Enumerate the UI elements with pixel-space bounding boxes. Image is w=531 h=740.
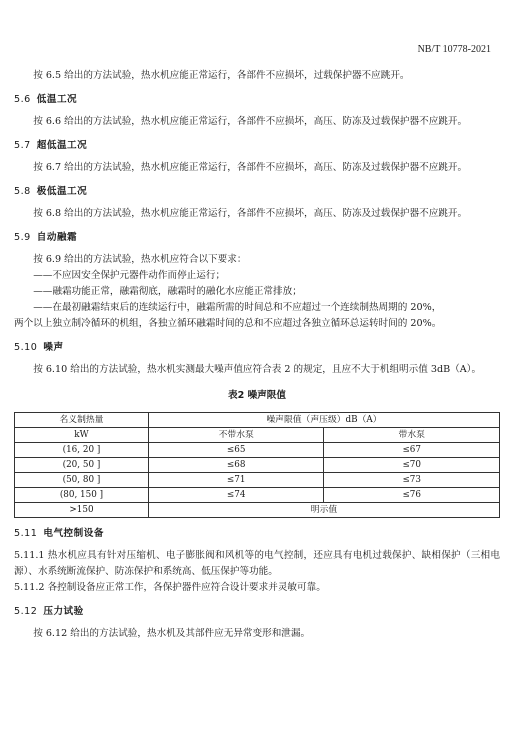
section-5-6-text: 按 6.6 给出的方法试验，热水机应能正常运行，各部件不应损坏，高压、防冻及过载保护器不应跳开。 <box>33 116 468 127</box>
table-cell: >150 <box>15 503 149 518</box>
section-5-7-heading: 5.7 超低温工况 <box>14 140 88 151</box>
table-row <box>15 443 500 458</box>
noise-limit-table <box>14 412 500 518</box>
table-cell: ≤65 <box>148 443 324 458</box>
table-header-cell: 噪声限值（声压级）dB（A） <box>148 413 499 428</box>
section-5-9-heading: 5.9 自动融霜 <box>14 232 78 243</box>
table-cell: ≤74 <box>148 488 324 503</box>
table-cell: ≤67 <box>324 443 500 458</box>
section-5-12-heading: 5.12 压力试验 <box>14 606 84 617</box>
table-row <box>15 503 500 518</box>
table-cell: 明示值 <box>148 503 499 518</box>
page-content <box>14 68 500 642</box>
table-header-cell: 不带水泵 <box>148 428 324 443</box>
section-5-11-heading: 5.11 电气控制设备 <box>14 528 104 539</box>
table-cell: (16, 20 ] <box>15 443 149 458</box>
table-cell: (20, 50 ] <box>15 458 149 473</box>
table-row <box>15 488 500 503</box>
section-5-9-text: 按 6.9 给出的方法试验，热水机应符合以下要求： <box>33 254 247 265</box>
section-5-6-heading: 5.6 低温工况 <box>14 94 78 105</box>
table-cell: ≤70 <box>324 458 500 473</box>
section-5-11-1-text: 5.11.1 热水机应具有针对压缩机、电子膨胀阀和风机等的电气控制，还应具有电机过载保护、缺相保护（三相电源）、水系统断流保护、防冻保护和系统高、低压保护等功能。 <box>14 550 500 577</box>
section-5-8-heading: 5.8 极低温工况 <box>14 186 88 197</box>
table-cell: ≤73 <box>324 473 500 488</box>
section-5-12-text: 按 6.12 给出的方法试验，热水机及其部件应无异常变形和泄漏。 <box>33 628 311 639</box>
table-row <box>15 473 500 488</box>
section-5-11-2-text: 5.11.2 各控制设备应正常工作，各保护器件应符合设计要求并灵敏可靠。 <box>14 582 326 593</box>
table-header-cell: kW <box>15 428 149 443</box>
table-cell: (80, 150 ] <box>15 488 149 503</box>
table-row <box>15 458 500 473</box>
table-cell: (50, 80 ] <box>15 473 149 488</box>
section-5-7-text: 按 6.7 给出的方法试验，热水机应能正常运行，各部件不应损坏，高压、防冻及过载保护器不应跳开。 <box>33 162 468 173</box>
section-5-10-heading: 5.10 噪声 <box>14 342 64 353</box>
list-item: ——不应因安全保护元器件动作而停止运行； <box>33 270 226 281</box>
table-cell: ≤76 <box>324 488 500 503</box>
section-5-9-tail: 两个以上独立制冷循环的机组，各独立循环融霜时间的总和不应超过各独立循环总运转时间的 20%。 <box>14 318 442 329</box>
table-cell: ≤71 <box>148 473 324 488</box>
section-5-10-text: 按 6.10 给出的方法试验，热水机实测最大噪声值应符合表 2 的规定，且应不大于机组明示值 3dB（A）。 <box>33 364 482 375</box>
table-caption: 表2 噪声限值 <box>228 390 286 401</box>
list-item: ——融霜功能正常，融霜彻底，融霜时的融化水应能正常排放； <box>33 286 302 297</box>
list-item: ——在最初融霜结束后的连续运行中，融霜所需的时间总和不应超过一个连续制热周期的 20%， <box>33 302 442 313</box>
standard-number: NB/T 10778-2021 <box>417 44 491 55</box>
section-5-8-text: 按 6.8 给出的方法试验，热水机应能正常运行，各部件不应损坏，高压、防冻及过载保护器不应跳开。 <box>33 208 468 219</box>
intro-paragraph: 按 6.5 给出的方法试验，热水机应能正常运行，各部件不应损坏，过载保护器不应跳开。 <box>33 70 410 81</box>
table-header-cell: 带水泵 <box>324 428 500 443</box>
table-header-cell: 名义制热量 <box>15 413 149 428</box>
table-cell: ≤68 <box>148 458 324 473</box>
